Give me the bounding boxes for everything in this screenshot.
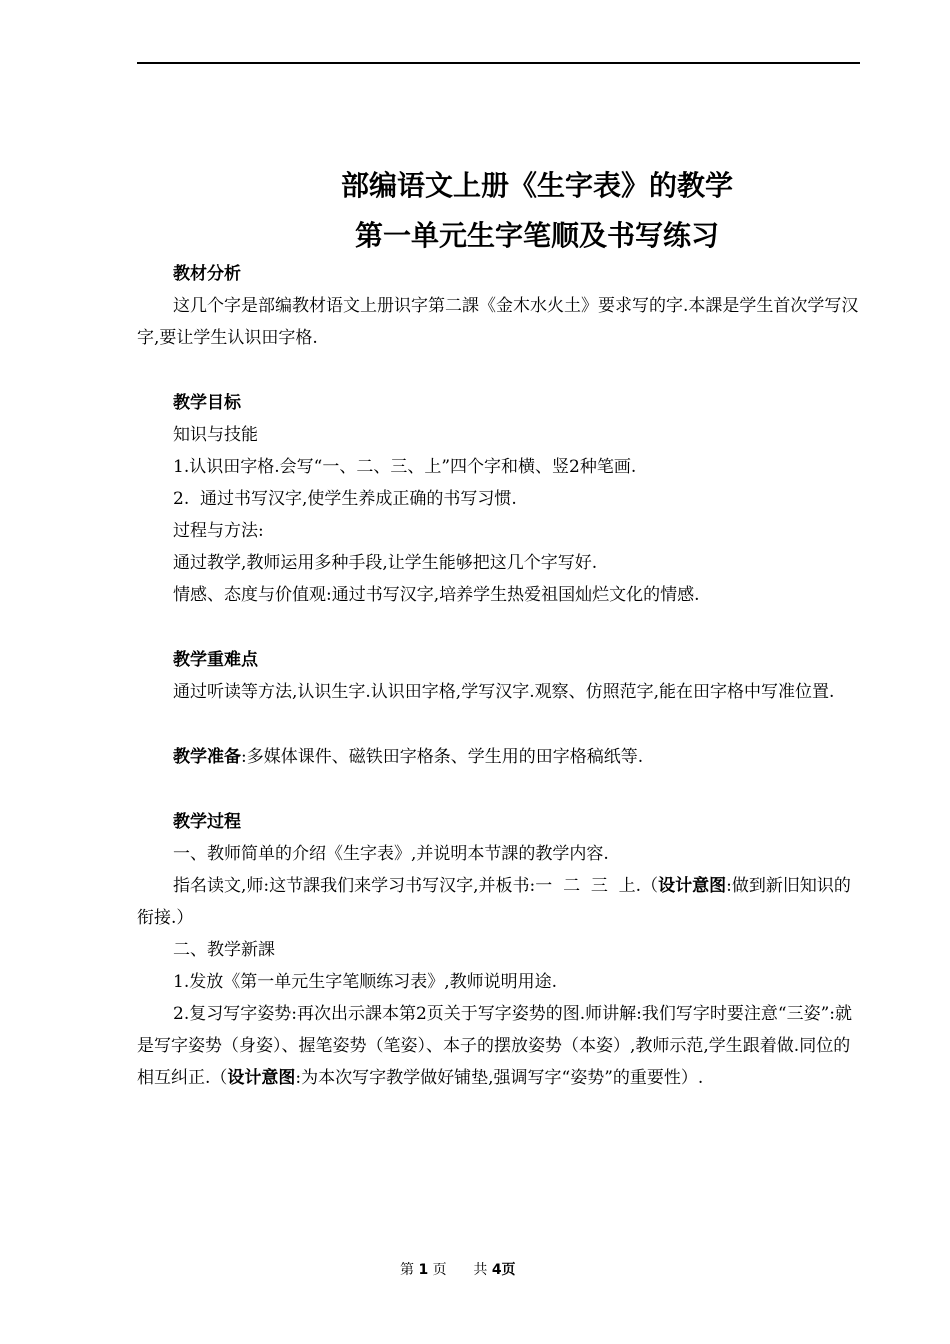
section-heading-materials: 教材分析 [173,264,241,284]
goals-line: 过程与方法: [173,521,264,541]
preparation-label: 教学准备 [173,747,241,767]
process-paragraph: 二、教学新課 [173,940,275,960]
goals-line: 1.认识田字格.会写“一、二、三、上”四个字和横、竖2种笔画. [173,457,637,477]
goals-line: 情感、态度与价值观:通过书写汉字,培养学生热爱祖国灿烂文化的情感. [173,585,700,605]
document-subtitle: 第一单元生字笔顺及书写练习 [354,219,719,252]
process-paragraph: 一、教师简单的介绍《生字表》,并说明本节課的教学内容. [173,844,609,864]
page-number: 1 [418,1262,429,1278]
header-rule [137,62,860,64]
process-paragraph: 2.复习写字姿势:再次出示課本第2页关于写字姿势的图.师讲解:我们写字时要注意“三姿”:就是写字姿势（身姿）、握笔姿势（笔姿）、本子的摆放姿势（本姿）,教师示范,学生跟着做.同位的相互纠正.（设计意图:为本次写字教学做好铺垫,强调写字“姿势”的重要性）. [137,1004,853,1088]
process-paragraph: 指名读文,师:这节課我们来学习书写汉字,并板书:一 二 三 上.（设计意图:做到新旧知识的衔接.） [137,876,851,928]
section-heading-goals: 教学目标 [173,393,241,413]
document-title: 部编语文上册《生字表》的教学 [340,169,733,202]
page-total: 4页 [491,1262,516,1278]
goals-line: 2. 通过书写汉字,使学生养成正确的书写习惯. [173,489,517,509]
materials-paragraph: 这几个字是部编教材语文上册识字第二課《金木水火土》要求写的字.本課是学生首次学写汉字,要让学生认识田字格. [137,296,859,348]
goals-line: 知识与技能 [173,425,258,445]
document-body [137,258,862,1094]
design-intent-label: 设计意图 [227,1068,296,1088]
goals-line: 通过教学,教师运用多种手段,让学生能够把这几个字写好. [173,553,598,573]
preparation-line [137,741,862,773]
design-intent-label: 设计意图 [658,876,727,896]
section-heading-key-points: 教学重难点 [173,650,258,670]
section-heading-process: 教学过程 [173,812,241,832]
key-points-paragraph: 通过听读等方法,认识生字.认识田字格,学写汉字.观察、仿照范字,能在田字格中写准位置. [173,682,835,702]
process-paragraph: 1.发放《第一单元生字笔顺练习表》,教师说明用途. [173,972,558,992]
preparation-text: :多媒体课件、磁铁田字格条、学生用的田字格稿纸等. [241,747,644,767]
page-footer: 第 1 页 共 4页 [400,1262,516,1278]
